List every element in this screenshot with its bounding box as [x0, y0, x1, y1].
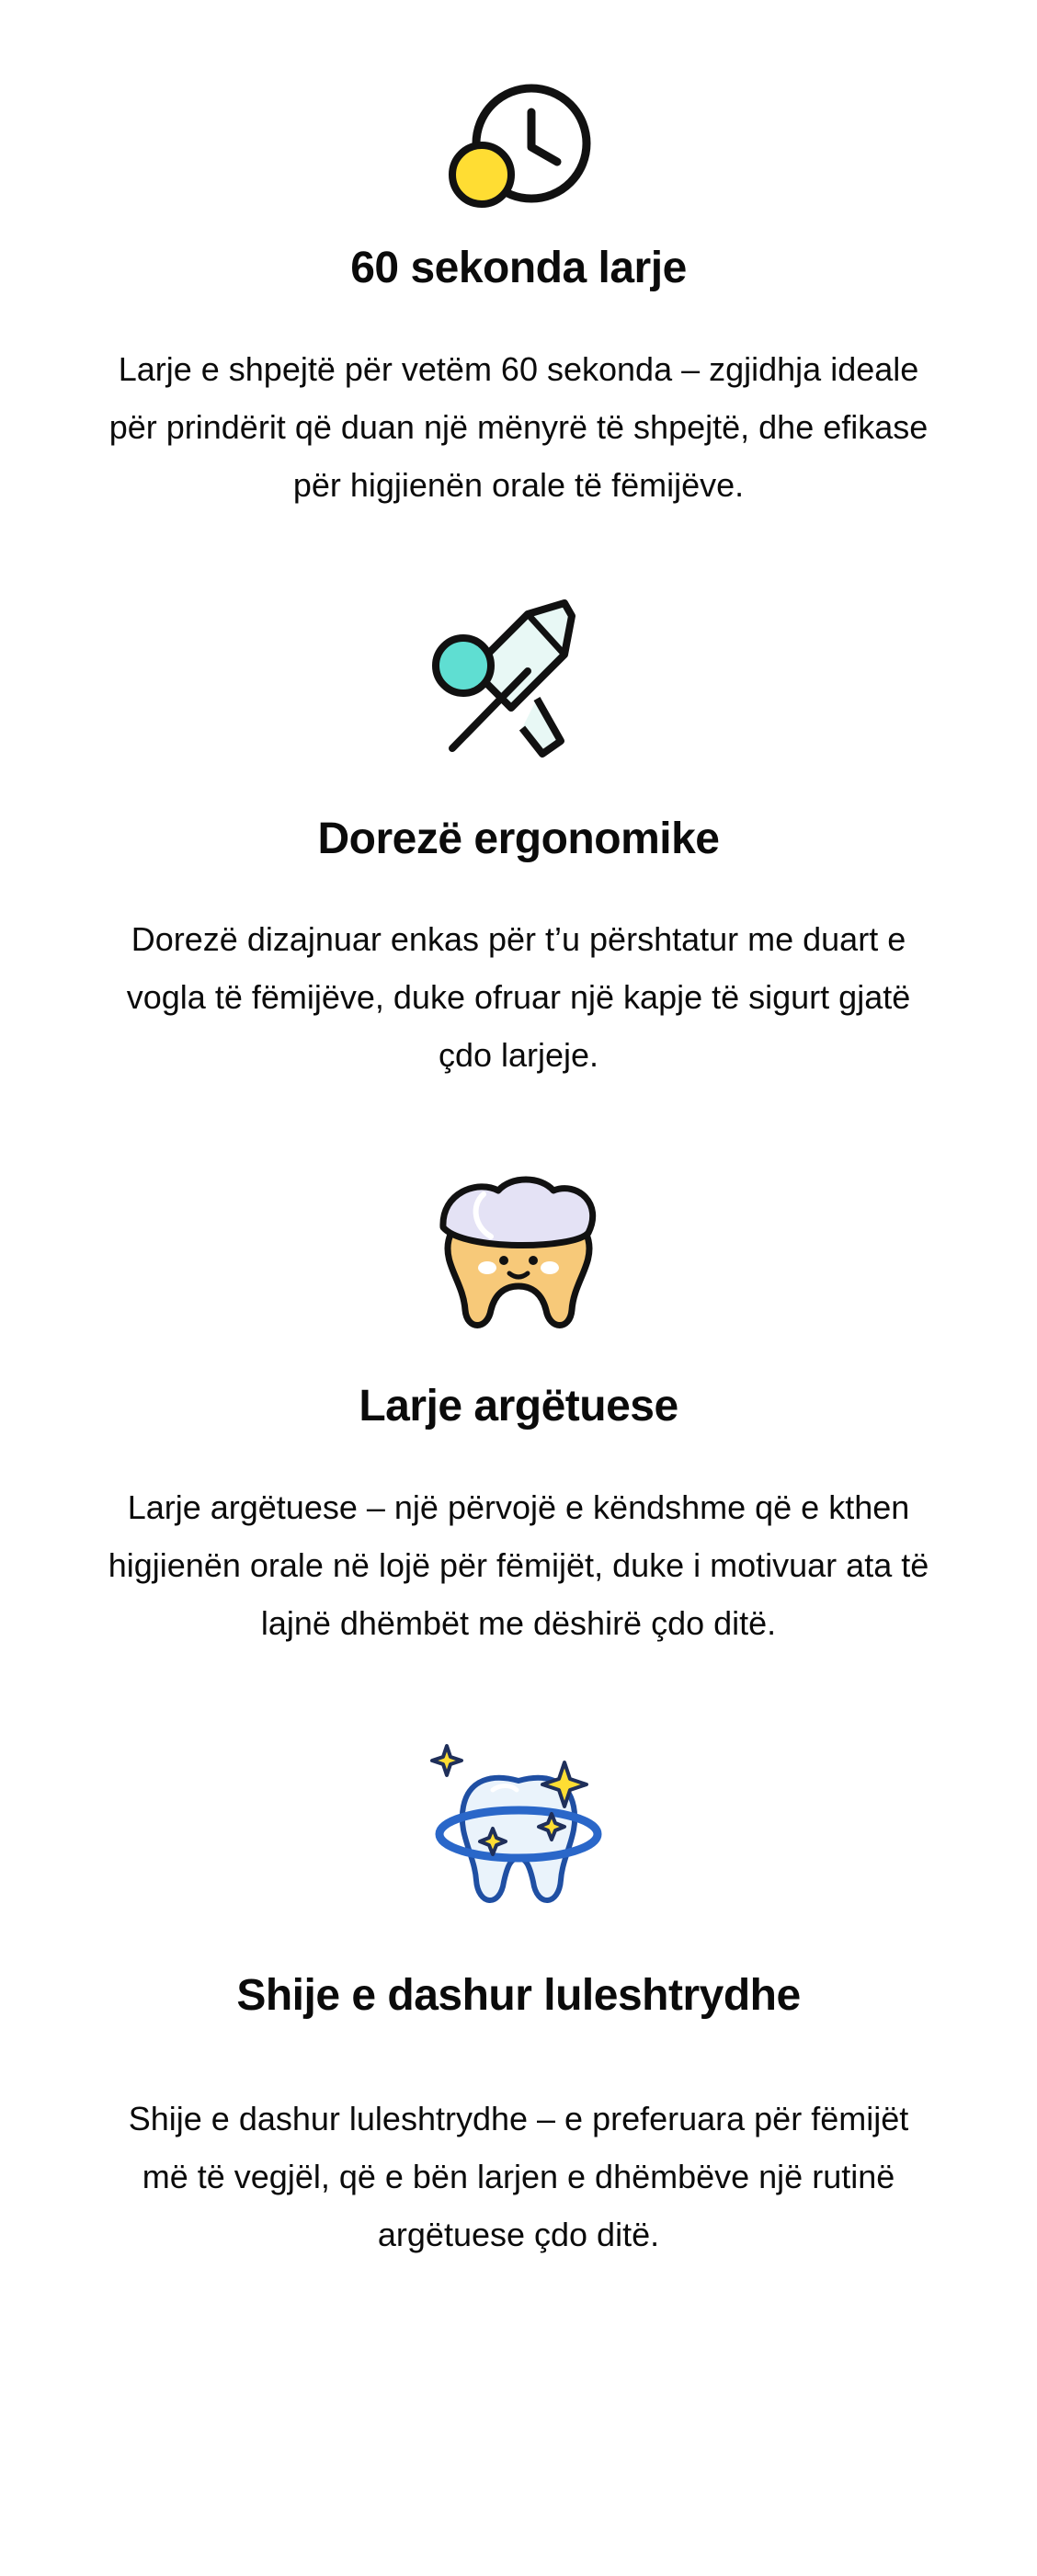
clock-icon	[445, 83, 592, 221]
rocket-icon	[427, 598, 610, 781]
happy-tooth-icon	[427, 1172, 610, 1338]
feature-title: Shije e dashur luleshtrydhe	[236, 1971, 801, 2020]
feature-description: Dorezë dizajnuar enkas për t’u përshtatur me duart e vogla të fëmijëve, duke ofruar një kapje të sigurt gjatë çdo larjeje.	[126, 920, 911, 1074]
feature-description: Larje argëtuese – një përvojë e këndshme që e kthen higjienën orale në lojë për fëmijët, duke i motivuar ata të lajnë dhëmbët me dëshirë çdo ditë.	[108, 1488, 929, 1642]
sparkling-tooth-icon	[427, 1742, 610, 1917]
feature-title: Larje argëtuese	[359, 1382, 678, 1430]
feature-title: Dorezë ergonomike	[317, 815, 720, 863]
feature-title: 60 sekonda larje	[350, 244, 687, 292]
feature-description: Shije e dashur luleshtrydhe – e preferuara për fëmijët më të vegjël, që e bën larjen e dhëmbëve një rutinë argëtuese çdo ditë.	[128, 2100, 909, 2253]
feature-description: Larje e shpejtë për vetëm 60 sekonda – zgjidhja ideale për prindërit që duan një mënyrë të shpejtë, dhe efikase për higjienën orale të fëmijëve.	[108, 350, 929, 504]
